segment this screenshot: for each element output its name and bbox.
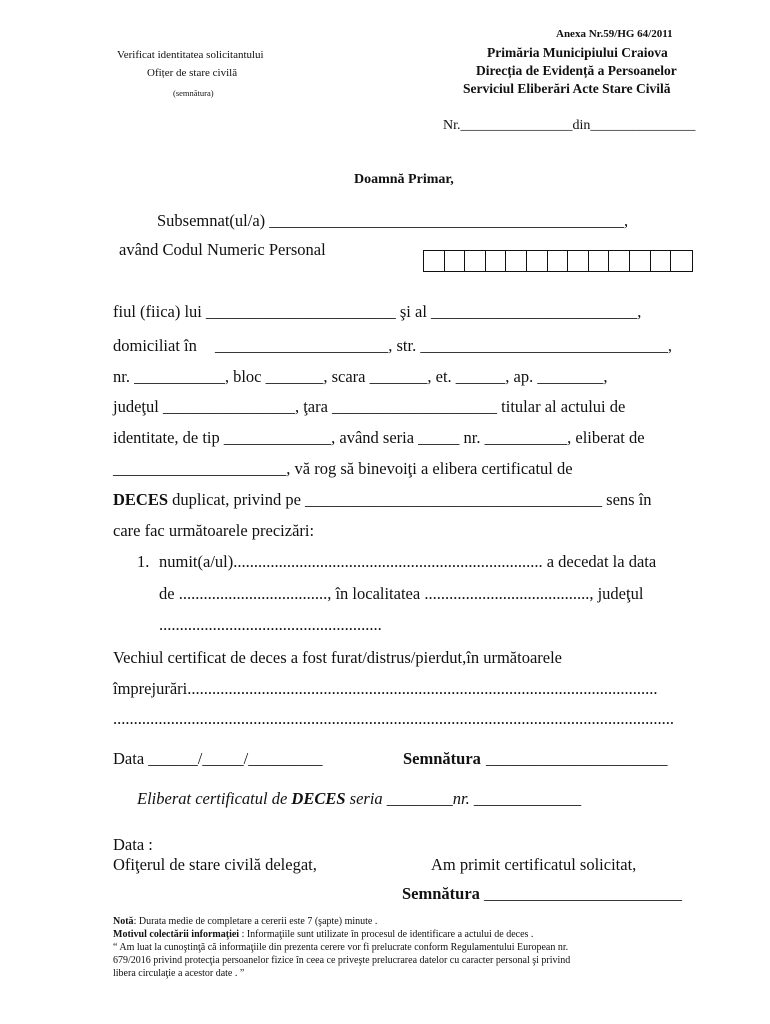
date-line: Data ______/_____/_________	[113, 749, 323, 768]
parents-line: fiul (fiica) lui _______________________ şi al _________________________,	[113, 302, 642, 321]
issued-certificate-line	[137, 789, 581, 809]
cnp-digit-box[interactable]	[651, 251, 672, 271]
county-dotted-line: ......................................................	[159, 615, 382, 634]
salutation: Doamnă Primar,	[354, 172, 454, 187]
note-label: Notă	[113, 916, 134, 927]
cnp-digit-box[interactable]	[671, 251, 692, 271]
cnp-digit-box[interactable]	[486, 251, 507, 271]
county-country-line: judeţul ________________, ţara ____________________ titular al actului de	[113, 397, 626, 416]
cnp-boxes[interactable]	[423, 250, 693, 272]
deces-bold: DECES	[113, 490, 169, 509]
service-name: Serviciul Eliberări Acte Stare Civilă	[463, 81, 671, 96]
cnp-digit-box[interactable]	[527, 251, 548, 271]
institution-name: Primăria Municipiului Craiova	[487, 45, 668, 60]
issued-pre: Eliberat certificatul de	[137, 789, 292, 808]
purpose-label: Motivul colectării informaţiei	[113, 929, 240, 940]
cnp-digit-box[interactable]	[609, 251, 630, 271]
gdpr-line-3: libera circulaţie a acestor date . ”	[113, 968, 245, 979]
request-line: _____________________, vă rog să binevoiţi a elibera certificatul de	[113, 459, 573, 478]
civil-officer-label: Ofițer de stare civilă	[147, 67, 238, 79]
cnp-digit-box[interactable]	[424, 251, 445, 271]
registration-number-line: Nr.________________din_______________	[443, 118, 696, 133]
cnp-digit-box[interactable]	[568, 251, 589, 271]
issued-series: seria ________nr. _____________	[345, 789, 582, 808]
precisions-intro: care fac următoarele precizări:	[113, 521, 315, 540]
address-details-line: nr. ___________, bloc _______, scara _______, et. ______, ap. ________,	[113, 367, 608, 386]
undersigned-line: Subsemnat(ul/a) ___________________________________________,	[157, 211, 629, 230]
cnp-digit-box[interactable]	[506, 251, 527, 271]
directorate-name: Direcția de Evidență a Persoanelor	[476, 63, 677, 78]
signature-line: ______________________	[486, 749, 668, 768]
purpose-text: : Informaţiile sunt utilizate în procesul de identificare a actului de deces .	[239, 929, 534, 940]
gdpr-line-1: “ Am luat la cunoştinţă că informaţiile din prezenta cerere vor fi prelucrate conform Regulamentului European nr.	[113, 942, 569, 953]
cnp-digit-box[interactable]	[589, 251, 610, 271]
signature-hint: (semnătura)	[173, 88, 214, 98]
circumstances-line: împrejurări..................................................................................................................	[113, 679, 658, 698]
domicile-street-line: _____________________, str. ______________________________,	[215, 336, 672, 355]
delegated-officer: Ofiţerul de stare civilă delegat,	[113, 855, 317, 874]
domicile-label: domiciliat în	[113, 336, 197, 355]
note-duration	[113, 915, 377, 928]
cnp-digit-box[interactable]	[548, 251, 569, 271]
item-number: 1.	[137, 552, 150, 571]
footer-signature-line: ________________________	[479, 884, 683, 903]
note-text: : Durata medie de completare a cererii este 7 (şapte) minute .	[133, 916, 378, 927]
signature-label: Semnătura	[403, 749, 481, 768]
footer-signature	[402, 884, 682, 904]
verified-identity-label: Verificat identitatea solicitantului	[117, 49, 264, 61]
duplicate-line	[113, 490, 652, 510]
gdpr-line-2: 679/2016 privind protecţia persoanelor fizice în ceea ce priveşte prelucrarea datelor cu caracter personal şi privind	[113, 955, 571, 966]
death-date-place-line: de ...................................., în localitatea ........................................, judeţul	[159, 584, 644, 603]
issued-deces: DECES	[291, 789, 346, 808]
footer-signature-label: Semnătura	[402, 884, 480, 903]
id-document-line: identitate, de tip _____________, având seria _____ nr. __________, eliberat de	[113, 428, 645, 447]
circumstances-continuation: ........................................................................................................................................	[113, 709, 674, 728]
received-certificate: Am primit certificatul solicitat,	[431, 855, 637, 874]
cnp-digit-box[interactable]	[630, 251, 651, 271]
cnp-label: având Codul Numeric Personal	[119, 240, 326, 259]
footer-date: Data :	[113, 835, 153, 854]
annex-number: Anexa Nr.59/HG 64/2011	[556, 28, 673, 40]
cnp-digit-box[interactable]	[465, 251, 486, 271]
old-certificate-line: Vechiul certificat de deces a fost furat/distrus/pierdut,în următoarele	[113, 648, 562, 667]
note-purpose	[113, 928, 533, 941]
cnp-digit-box[interactable]	[445, 251, 466, 271]
duplicate-line-rest: duplicat, privind pe ____________________________________ sens în	[168, 490, 652, 509]
deceased-line: numit(a/ul)........................................................................... a decedat la data	[159, 552, 657, 571]
